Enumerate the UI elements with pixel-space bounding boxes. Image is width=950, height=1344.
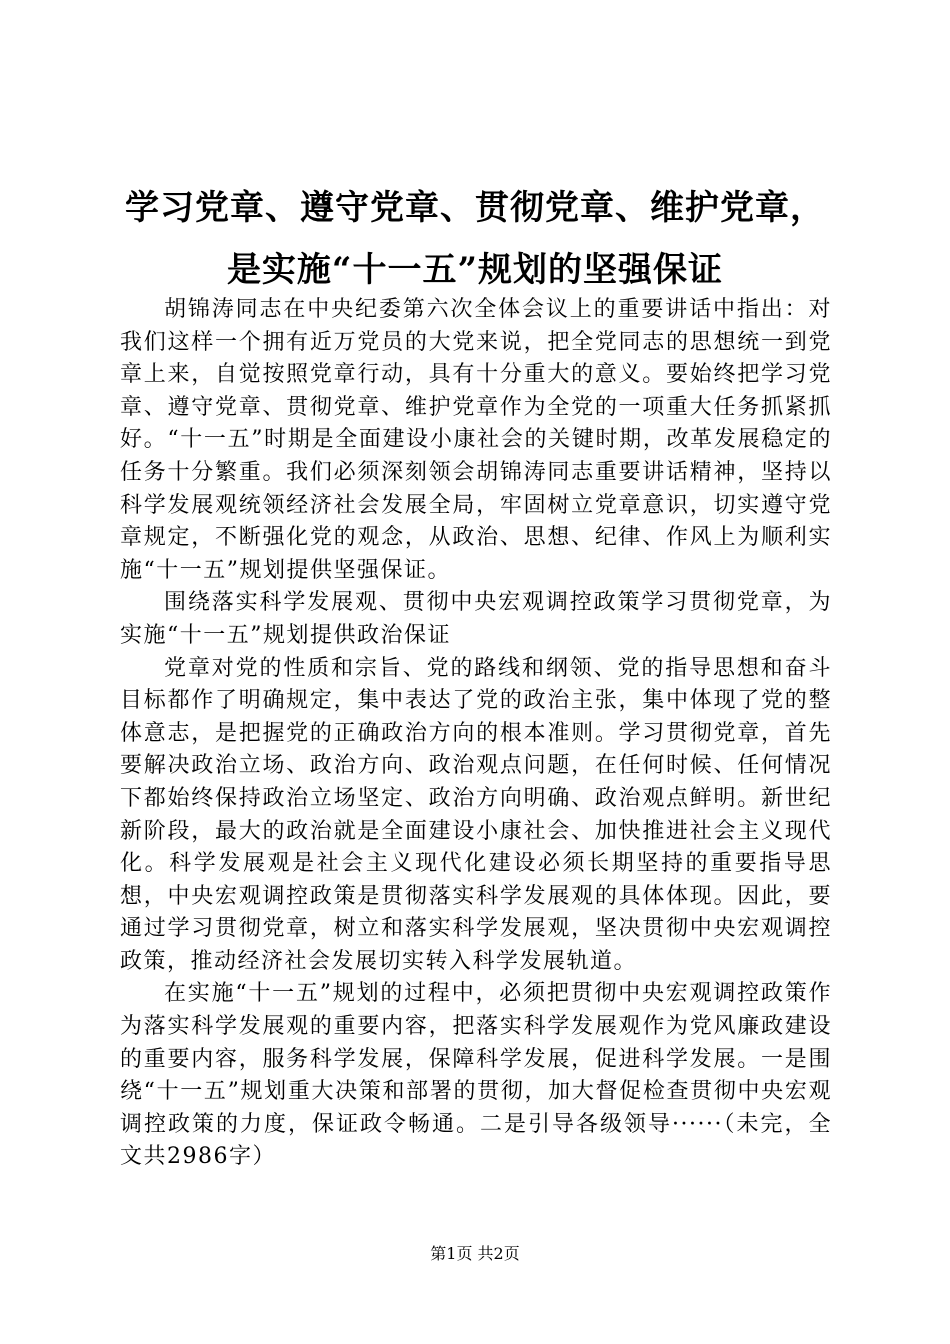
document-body (120, 294, 832, 1174)
paragraph-intro: 胡锦涛同志在中央纪委第六次全体会议上的重要讲话中指出：对我们这样一个拥有近万党员的大党来说，把全党同志的思想统一到党章上来，自觉按照党章行动，具有十分重大的意义。要始终把学习党章、遵守党章、贯彻党章、维护党章作为全党的一项重大任务抓紧抓好。“十一五”时期是全面建设小康社会的关键时期，改革发展稳定的任务十分繁重。我们必须深刻领会胡锦涛同志重要讲话精神，坚持以科学发展观统领经济社会发展全局，牢固树立党章意识，切实遵守党章规定，不断强化党的观念，从政治、思想、纪律、作风上为顺利实施“十一五”规划提供坚强保证。 (120, 297, 832, 583)
paragraph-implementation: 在实施“十一五”规划的过程中，必须把贯彻中央宏观调控政策作为落实科学发展观的重要内容，把落实科学发展观作为党风廉政建设的重要内容，服务科学发展，保障科学发展，促进科学发展。一是围绕“十一五”规划重大决策和部署的贯彻，加大督促检查贯彻中央宏观调控政策的力度，保证政令畅通。二是引导各级领导······（未完，全文共2986字） (120, 981, 832, 1170)
document-title-line-1: 学习党章、遵守党章、贯彻党章、维护党章， (125, 188, 825, 228)
page-footer: 第1页 共2页 (430, 1244, 520, 1263)
document-title-line-2: 是实施“十一五”规划的坚强保证 (226, 250, 724, 290)
paragraph-section-heading: 围绕落实科学发展观、贯彻中央宏观调控政策学习贯彻党章，为实施“十一五”规划提供政治保证 (120, 590, 832, 648)
paragraph-party-constitution: 党章对党的性质和宗旨、党的路线和纲领、党的指导思想和奋斗目标都作了明确规定，集中表达了党的政治主张，集中体现了党的整体意志，是把握党的正确政治方向的根本准则。学习贯彻党章，首先要解决政治立场、政治方向、政治观点问题，在任何时候、任何情况下都始终保持政治立场坚定、政治方向明确、政治观点鲜明。新世纪新阶段，最大的政治就是全面建设小康社会、加快推进社会主义现代化。科学发展观是社会主义现代化建设必须长期坚持的重要指导思想，中央宏观调控政策是贯彻落实科学发展观的具体体现。因此，要通过学习贯彻党章，树立和落实科学发展观，坚决贯彻中央宏观调控政策，推动经济社会发展切实转入科学发展轨道。 (120, 655, 832, 974)
